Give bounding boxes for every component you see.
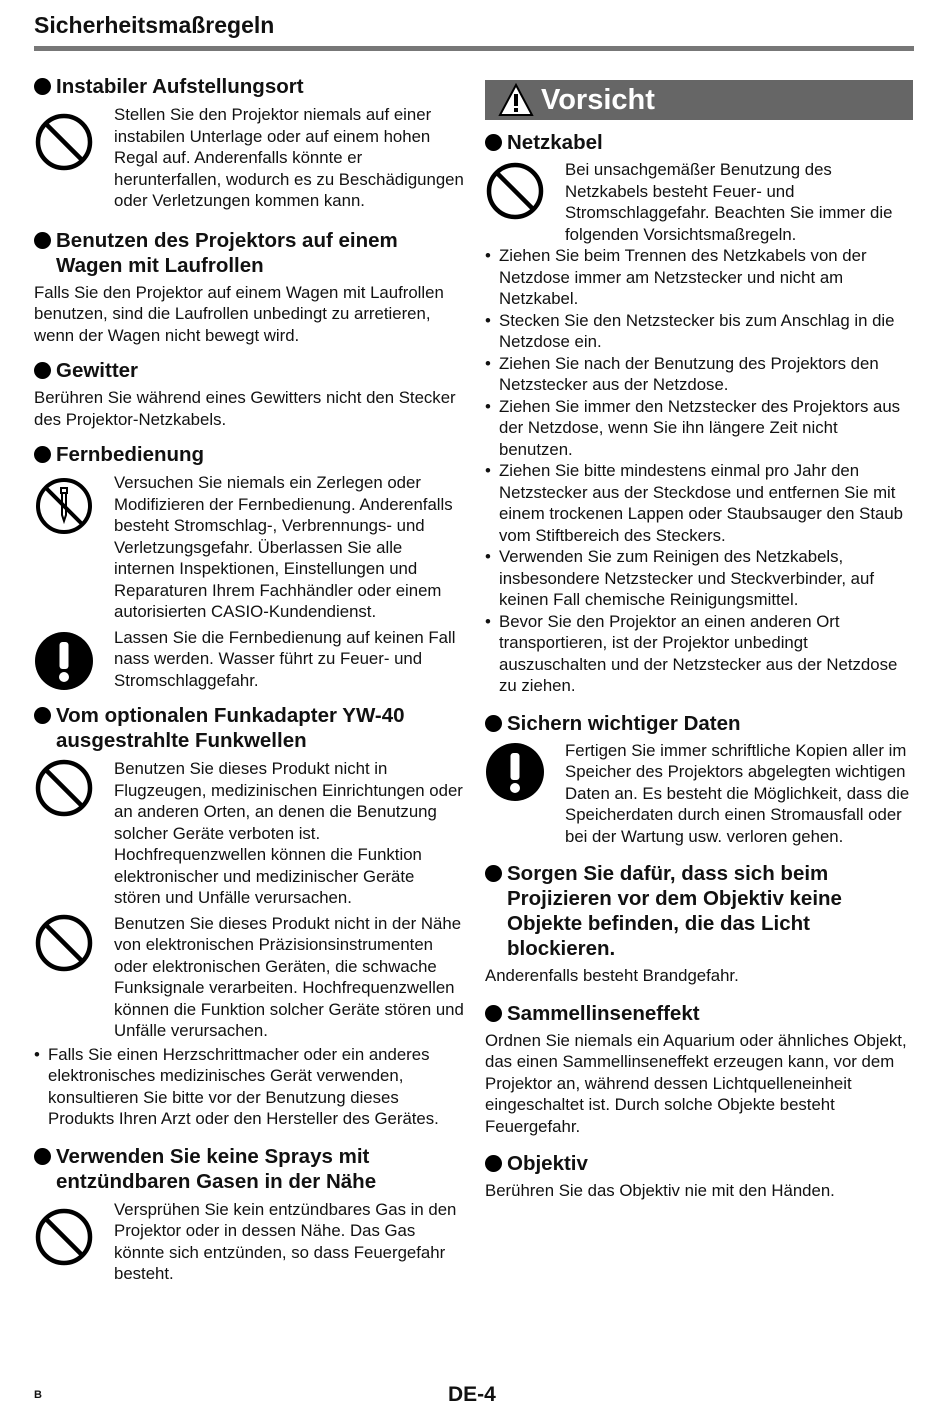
section-text: Berühren Sie das Objektiv nie mit den Händen.: [485, 1181, 835, 1200]
bullet-list: [34, 1044, 464, 1130]
prohibited-icon: [34, 112, 94, 172]
list-item: • Ziehen Sie beim Trennen des Netzkabels von der Netzdose immer am Netzstecker und nicht am Netzkabel.: [485, 245, 913, 310]
section-text: Anderenfalls besteht Brandgefahr.: [485, 966, 739, 985]
list-item: • Falls Sie einen Herzschrittmacher oder ein anderes elektronisches medizinisches Gerät verwenden, konsultieren Sie bitte vor der Benutzung dieses Produkts Ihren Arzt oder den Hersteller des Gerätes.: [34, 1044, 464, 1130]
section-body: [34, 913, 464, 1042]
bullet-dot-icon: [34, 707, 51, 724]
no-disassembly-icon: [34, 476, 94, 536]
section-heading-sichern-daten: Sichern wichtiger Daten: [485, 711, 913, 736]
bullet-dot-icon: [485, 1005, 502, 1022]
section-text: Berühren Sie während eines Gewitters nicht den Stecker des Projektor-Netzkabels.: [34, 388, 456, 429]
section-text: Stellen Sie den Projektor niemals auf einer instabilen Unterlage oder auf einem hohen Regal auf. Anderenfalls könnte er herunterfallen, wodurch es zu Beschädigungen oder Verletzungen kommen kann.: [114, 105, 464, 210]
section-text: Benutzen Sie dieses Produkt nicht in Flugzeugen, medizinischen Einrichtungen oder an anderen Orten, an denen die Benutzung solcher Geräte verboten ist. Hochfrequenzwellen können die Funktion elektronischer und medizinischer Geräte stören und Unfälle verursachen.: [114, 759, 463, 907]
section-body: [34, 758, 464, 909]
warning-triangle-icon: [498, 83, 534, 117]
caution-banner: [485, 80, 913, 120]
page-title: Sicherheitsmaßregeln: [34, 10, 914, 51]
mandatory-action-icon: [34, 631, 94, 691]
page-number: DE-4: [448, 1383, 496, 1406]
section-heading-wagen-laufrollen: Benutzen des Projektors auf einem Wagen mit Laufrollen: [34, 228, 464, 278]
section-text: Ordnen Sie niemals ein Aquarium oder ähnliches Objekt, das einen Sammellinseneffekt erzeugen kann, vor dem Projektor an, während dessen Lichtquelleneinheit eingeschaltet ist. Durch solche Objekte besteht Feuergefahr.: [485, 1030, 907, 1136]
section-body: [34, 104, 464, 212]
section-body: [34, 627, 464, 692]
left-column: [34, 74, 464, 1285]
section-body: [485, 159, 913, 245]
mandatory-action-icon: [485, 742, 545, 802]
section-body: [34, 472, 464, 623]
prohibited-icon: [485, 161, 545, 221]
section-body: [34, 1199, 464, 1285]
section-heading-objektiv-licht: Sorgen Sie dafür, dass sich beim Projizieren vor dem Objektiv keine Objekte befinden, die das Licht blockieren.: [485, 861, 913, 961]
list-item: • Stecken Sie den Netzstecker bis zum Anschlag in die Netzdose ein.: [485, 310, 913, 353]
section-text: Falls Sie den Projektor auf einem Wagen mit Laufrollen benutzen, sind die Laufrollen unbedingt zu arretieren, wenn der Wagen nicht bewegt wird.: [34, 282, 444, 345]
section-heading-objektiv: Objektiv: [485, 1151, 913, 1176]
list-item: • Ziehen Sie immer den Netzstecker des Projektors aus der Netzdose, wenn Sie ihn längere Zeit nicht benutzen.: [485, 396, 913, 461]
section-body: [485, 740, 913, 848]
bullet-dot-icon: [485, 715, 502, 732]
section-heading-netzkabel: Netzkabel: [485, 130, 913, 155]
caution-label: Vorsicht: [541, 84, 655, 116]
prohibited-icon: [34, 913, 94, 973]
bullet-dot-icon: [485, 1155, 502, 1172]
section-heading-instabiler-aufstellungsort: Instabiler Aufstellungsort: [34, 74, 464, 99]
right-column: [485, 80, 913, 1202]
bullet-list: [485, 245, 913, 697]
section-text: Benutzen Sie dieses Produkt nicht in der Nähe von elektronischen Präzisionsinstrumenten oder elektronischen Geräten, die schwache Funksignale verarbeiten. Hochfrequenzwellen können die Funktion solcher Geräte stören und Unfälle verursachen.: [114, 913, 464, 1040]
bullet-dot-icon: [34, 446, 51, 463]
list-item: • Bevor Sie den Projektor an einen anderen Ort transportieren, ist der Projektor unbedingt auszuschalten und der Netzstecker aus der Netzdose zu ziehen.: [485, 611, 913, 697]
bullet-dot-icon: [34, 78, 51, 95]
section-text: Lassen Sie die Fernbedienung auf keinen Fall nass werden. Wasser führt zu Feuer- und Stromschlaggefahr.: [114, 627, 456, 690]
section-heading-sammellinseneffekt: Sammellinseneffekt: [485, 1001, 913, 1026]
section-text: Versprühen Sie kein entzündbares Gas in den Projektor oder in dessen Nähe. Das Gas könnte sich entzünden, so dass Feuergefahr besteht.: [114, 1199, 457, 1283]
bullet-dot-icon: [34, 1148, 51, 1165]
section-text: Versuchen Sie niemals ein Zerlegen oder Modifizieren der Fernbedienung. Anderenfalls besteht Stromschlag-, Verbrennungs- und Verletzungsgefahr. Überlassen Sie alle internen Inspektionen, Einstellungen und Reparaturen Ihrem Fachhändler oder einem autorisierten CASIO-Kundendienst.: [114, 473, 453, 621]
list-item: • Ziehen Sie bitte mindestens einmal pro Jahr den Netzstecker aus der Steckdose und entfernen Sie mit einem trockenen Lappen oder Staubsauger den Staub vom Stiftbereich des Steckers.: [485, 460, 913, 546]
bullet-dot-icon: [485, 134, 502, 151]
section-heading-fernbedienung: Fernbedienung: [34, 442, 464, 467]
bullet-dot-icon: [485, 865, 502, 882]
section-heading-funkadapter: Vom optionalen Funkadapter YW-40 ausgestrahlte Funkwellen: [34, 703, 464, 753]
list-item: • Verwenden Sie zum Reinigen des Netzkabels, insbesondere Netzstecker und Steckverbinder, auf keinen Fall chemische Reinigungsmittel.: [485, 546, 913, 611]
section-text: Bei unsachgemäßer Benutzung des Netzkabels besteht Feuer- und Stromschlaggefahr. Beachten Sie immer die folgenden Vorsichtsmaßregeln.: [565, 160, 893, 244]
section-heading-gewitter: Gewitter: [34, 358, 464, 383]
footer-code: B: [34, 1389, 42, 1401]
bullet-dot-icon: [34, 362, 51, 379]
list-item: • Ziehen Sie nach der Benutzung des Projektors den Netzstecker aus der Netzdose.: [485, 353, 913, 396]
bullet-dot-icon: [34, 232, 51, 249]
prohibited-icon: [34, 1207, 94, 1267]
section-text: Fertigen Sie immer schriftliche Kopien aller im Speicher des Projektors abgelegten wichtigen Daten an. Es besteht die Möglichkeit, dass die Speicherdaten durch einen Stromausfall oder bei der Wartung usw. verloren gehen.: [565, 740, 910, 846]
prohibited-icon: [34, 758, 94, 818]
section-heading-sprays: Verwenden Sie keine Sprays mit entzündbaren Gasen in der Nähe: [34, 1144, 464, 1194]
